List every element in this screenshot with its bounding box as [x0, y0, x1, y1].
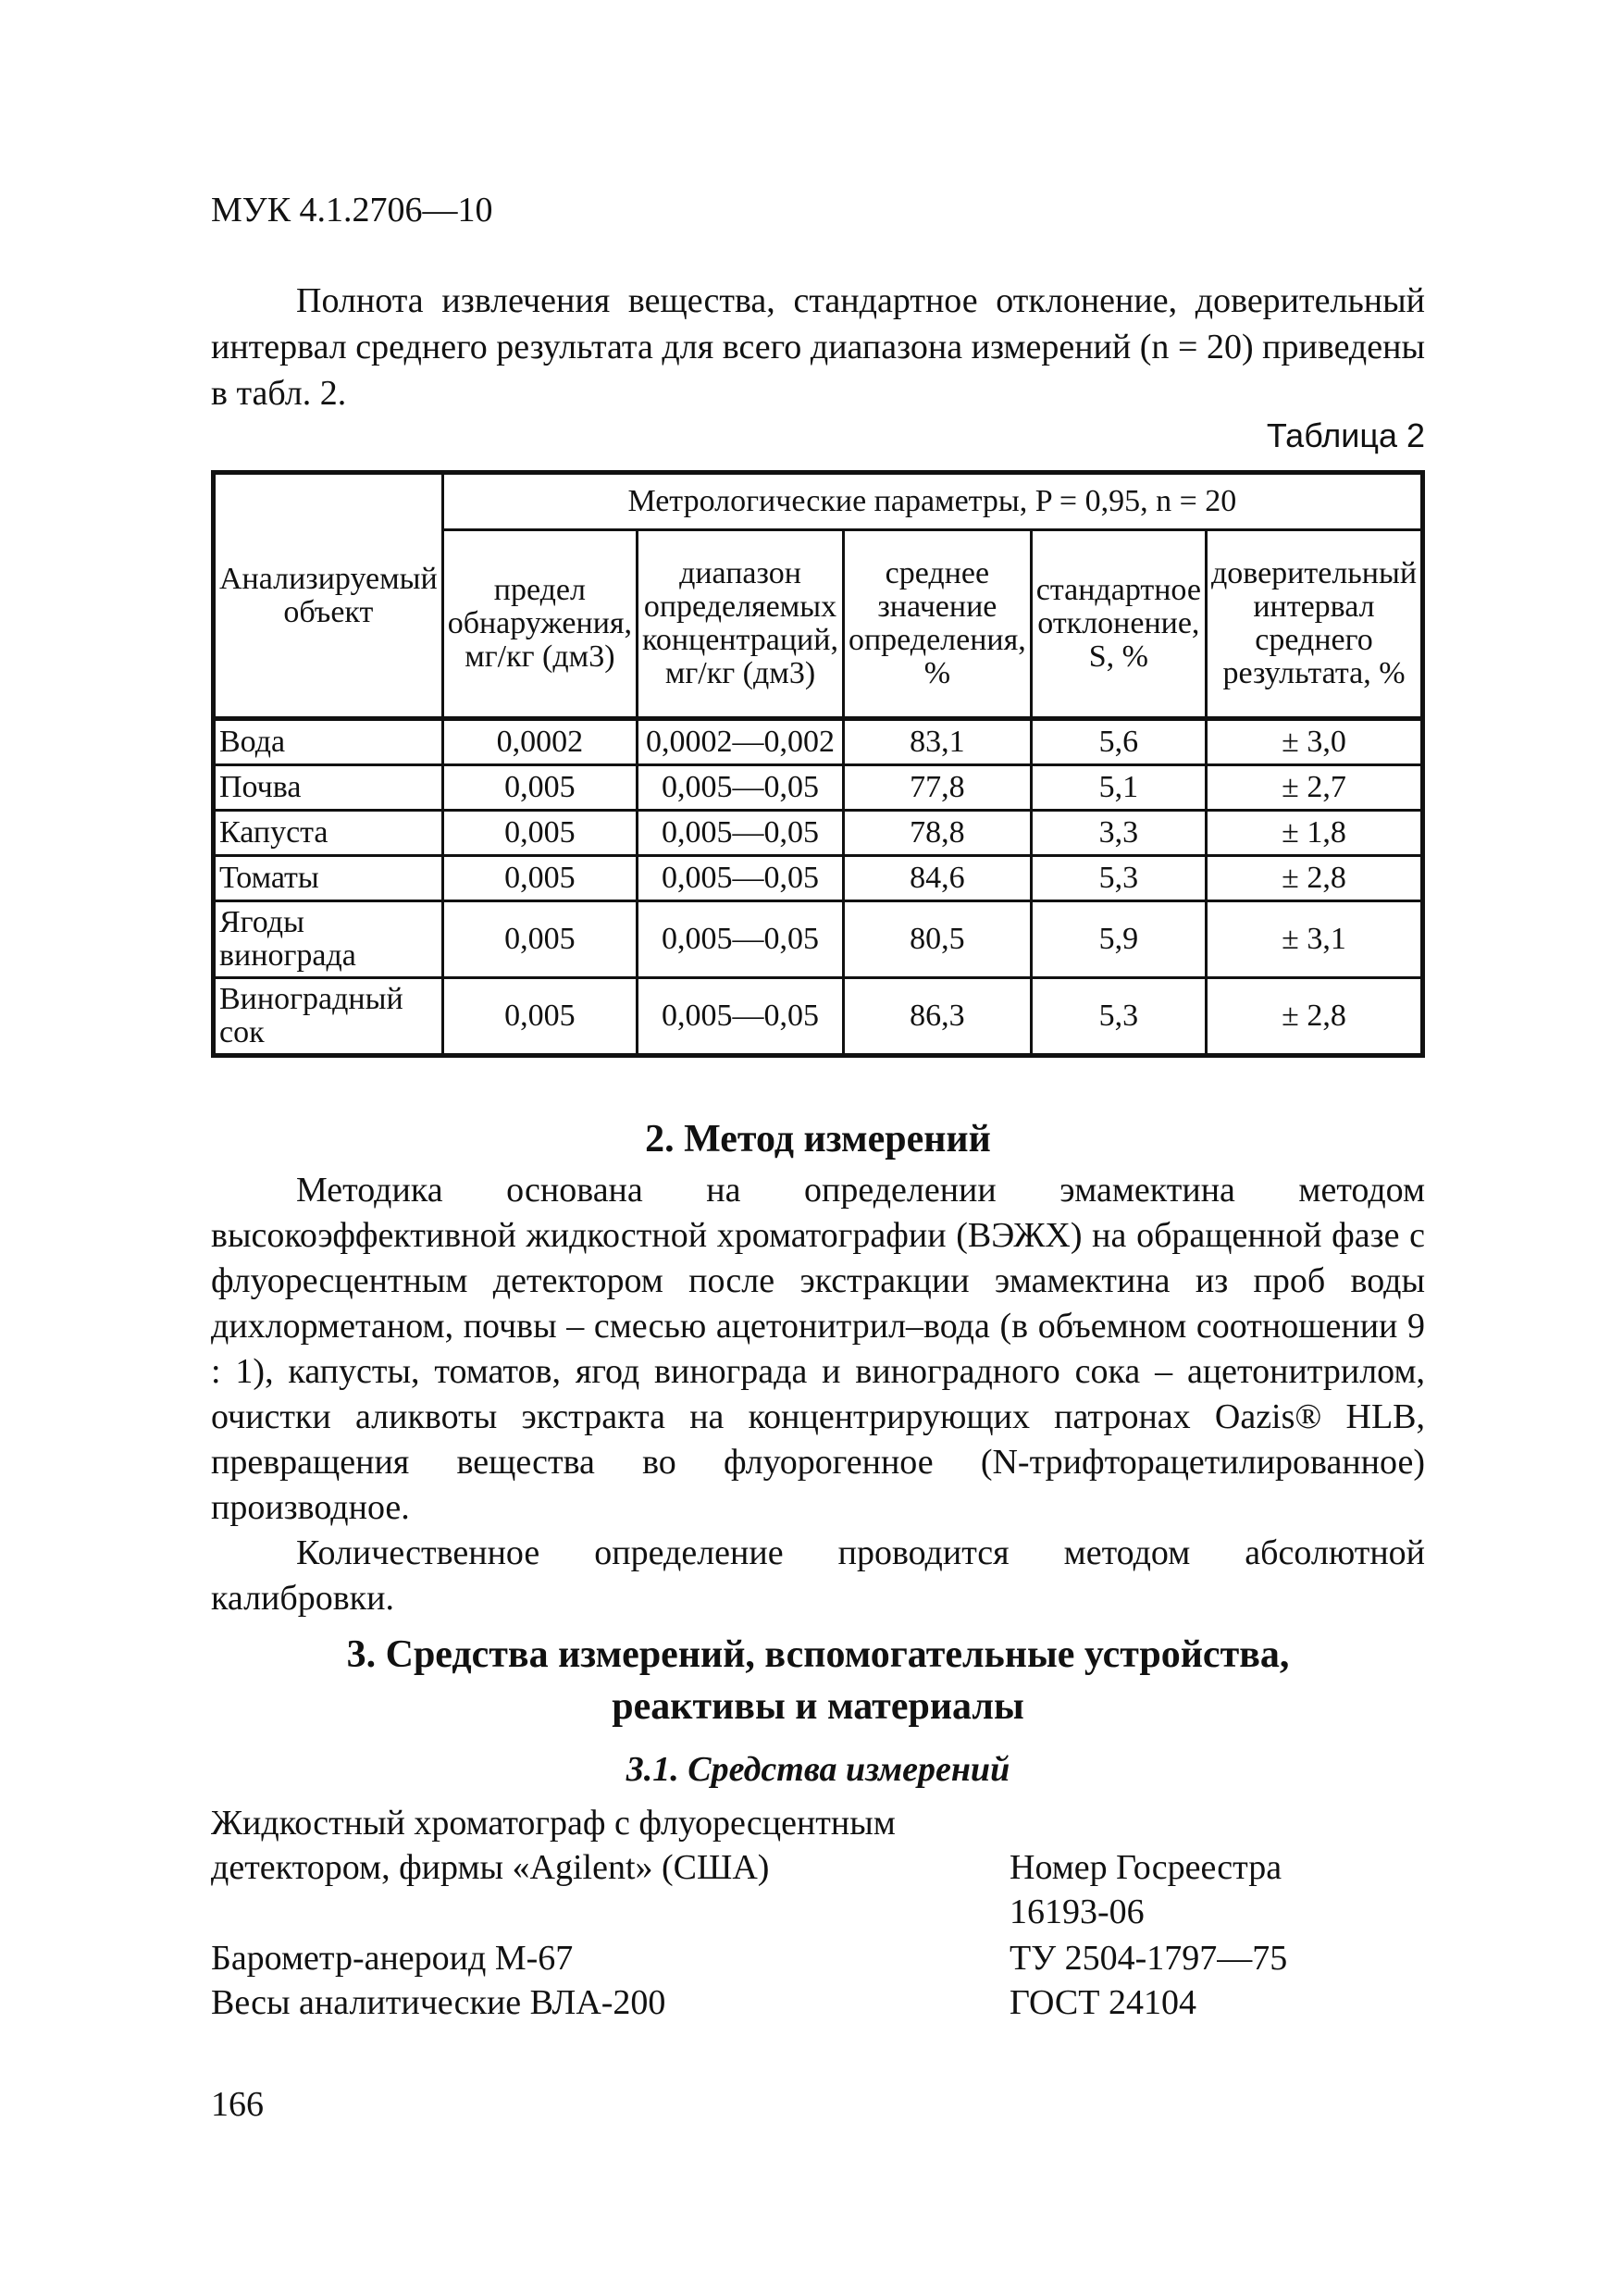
table-row	[214, 765, 1423, 811]
mean-cell: 86,3	[843, 978, 1031, 1056]
table-row	[214, 856, 1423, 901]
intro-text: Полнота извлечения вещества, стандартное отклонение, доверительный интервал среднего результата для всего диапазона измерений (n = 20) приведены в табл. 2.	[211, 281, 1425, 413]
limit-cell: 0,005	[442, 978, 637, 1056]
column-header: стандартное отклонение, S, %	[1031, 530, 1206, 719]
table-row	[214, 719, 1423, 765]
subsection-3-1-title: 3.1. Средства измерений	[626, 1750, 1010, 1789]
section-3-title-line-1: 3. Средства измерений, вспомогательные устройства,	[346, 1633, 1290, 1676]
column-header: диапазон определяемых концентраций, мг/кг (дм3)	[638, 530, 844, 719]
object-cell: Томаты	[214, 856, 443, 901]
column-header: предел обнаружения, мг/кг (дм3)	[442, 530, 637, 719]
instrument-row	[211, 1801, 1425, 1940]
instrument-name: Жидкостный хроматограф с флуоресцентным детектором, фирмы «Agilent» (США)	[211, 1804, 896, 1887]
mean-cell: 80,5	[843, 901, 1031, 978]
range-cell: 0,005—0,05	[638, 978, 844, 1056]
document-code: МУК 4.1.2706—10	[211, 191, 493, 230]
mean-cell: 84,6	[843, 856, 1031, 901]
column-header: среднее значение определения, %	[843, 530, 1031, 719]
limit-cell: 0,005	[442, 811, 637, 856]
limit-cell: 0,005	[442, 765, 637, 811]
range-cell: 0,005—0,05	[638, 901, 844, 978]
section-2-title: 2. Метод измерений	[645, 1118, 991, 1160]
mean-cell: 77,8	[843, 765, 1031, 811]
metrology-table	[211, 470, 1425, 1058]
section-3-title-line-2: реактивы и материалы	[612, 1685, 1024, 1728]
ci-cell: ± 3,1	[1206, 901, 1422, 978]
object-cell: Капуста	[214, 811, 443, 856]
limit-cell: 0,005	[442, 901, 637, 978]
mean-cell: 78,8	[843, 811, 1031, 856]
instrument-row	[211, 1936, 1425, 1980]
group-header: Метрологические параметры, P = 0,95, n = 20	[442, 473, 1422, 530]
ci-cell: ± 1,8	[1206, 811, 1422, 856]
sd-cell: 3,3	[1031, 811, 1206, 856]
table-header-row	[214, 473, 1423, 530]
mean-cell: 83,1	[843, 719, 1031, 765]
object-cell: Почва	[214, 765, 443, 811]
sd-cell: 5,9	[1031, 901, 1206, 978]
sd-cell: 5,3	[1031, 856, 1206, 901]
object-header: Анализируемый объект	[214, 473, 443, 719]
instrument-reference: ТУ 2504-1797—75	[1010, 1939, 1288, 1978]
ci-cell: ± 2,8	[1206, 856, 1422, 901]
column-header: доверительный интервал среднего результата, %	[1206, 530, 1422, 719]
limit-cell: 0,005	[442, 856, 637, 901]
instrument-name: Весы аналитические ВЛА-200	[211, 1983, 666, 2022]
ci-cell: ± 2,8	[1206, 978, 1422, 1056]
intro-paragraph	[211, 278, 1425, 416]
table-row	[214, 901, 1423, 978]
table-row	[214, 978, 1423, 1056]
object-cell: Ягоды винограда	[214, 901, 443, 978]
instrument-reference: Номер Госреестра 16193-06	[1010, 1848, 1282, 1931]
table-caption: Таблица 2	[1266, 416, 1425, 454]
object-cell: Вода	[214, 719, 443, 765]
instrument-name: Барометр-анероид М-67	[211, 1939, 574, 1978]
ci-cell: ± 3,0	[1206, 719, 1422, 765]
page-number: 166	[211, 2085, 264, 2124]
sd-cell: 5,1	[1031, 765, 1206, 811]
table-row	[214, 811, 1423, 856]
range-cell: 0,005—0,05	[638, 811, 844, 856]
method-paragraph: Методика основана на определении эмамектина методом высокоэффективной жидкостной хроматографии (ВЭЖХ) на обращенной фазе с флуоресцентным детектором после экстракции эмамектина из проб воды дихлорметаном, почвы – смесью ацетонитрил–вода (в объемном соотношении 9 : 1), капусты, томатов, ягод винограда и виноградного сока – ацетонитрилом, очистки аликвоты экстракта на концентрирующих патронах Oazis® HLB, превращения вещества во флуорогенное (N-трифторацетилированное) производное.	[211, 1171, 1425, 1527]
range-cell: 0,0002—0,002	[638, 719, 844, 765]
instrument-reference: ГОСТ 24104	[1010, 1983, 1196, 2022]
range-cell: 0,005—0,05	[638, 765, 844, 811]
limit-cell: 0,0002	[442, 719, 637, 765]
section-2-body	[211, 1168, 1425, 1621]
ci-cell: ± 2,7	[1206, 765, 1422, 811]
object-cell: Виноградный сок	[214, 978, 443, 1056]
calibration-paragraph: Количественное определение проводится методом абсолютной калибровки.	[211, 1533, 1425, 1618]
sd-cell: 5,3	[1031, 978, 1206, 1056]
instrument-row	[211, 1980, 1425, 2025]
range-cell: 0,005—0,05	[638, 856, 844, 901]
sd-cell: 5,6	[1031, 719, 1206, 765]
